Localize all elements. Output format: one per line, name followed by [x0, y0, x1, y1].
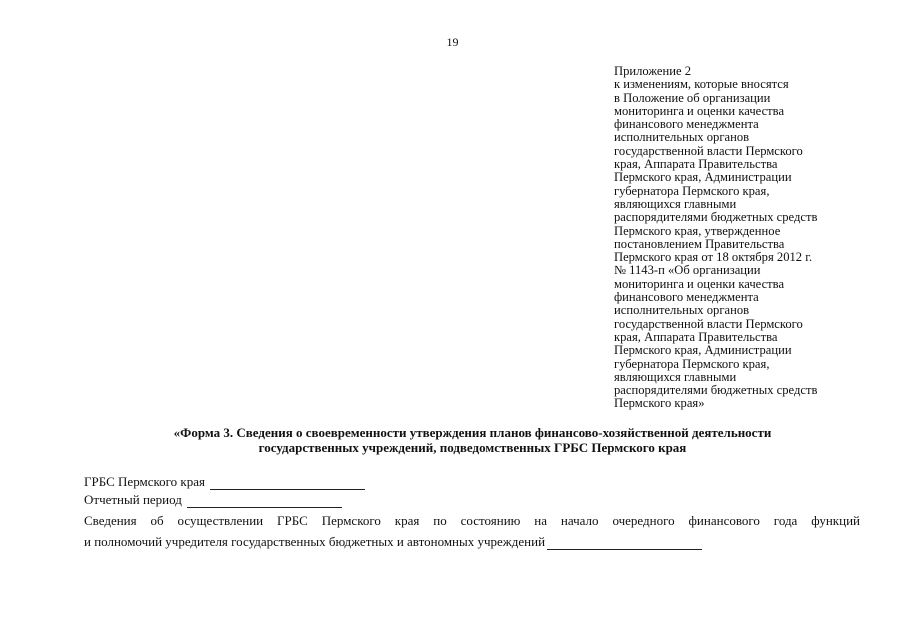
- appendix-line: распорядителями бюджетных средств: [614, 383, 818, 398]
- appendix-line: мониторинга и оценки качества: [614, 103, 785, 118]
- period-field: [84, 492, 342, 508]
- period-blank-line: [187, 495, 342, 508]
- appendix-note: [614, 65, 884, 411]
- appendix-line: являющихся главными: [614, 369, 737, 384]
- form-title: [90, 425, 855, 455]
- appendix-line: Пермского края, Администрации: [614, 343, 792, 358]
- appendix-line: Приложение 2: [614, 64, 692, 78]
- form-title-line-2: государственных учреждений, подведомственных ГРБС Пермского края: [258, 440, 687, 455]
- appendix-line: финансового менеджмента: [614, 290, 759, 305]
- appendix-line: края, Аппарата Правительства: [614, 329, 778, 344]
- appendix-line: губернатора Пермского края,: [614, 356, 770, 371]
- appendix-line: Пермского края»: [614, 396, 705, 411]
- page-number: 19: [446, 35, 459, 49]
- period-label: Отчетный период: [84, 492, 182, 507]
- grbs-label: ГРБС Пермского края: [84, 474, 205, 489]
- appendix-line: распорядителями бюджетных средств: [614, 210, 818, 225]
- info-blank-line: [547, 537, 702, 550]
- grbs-blank-line: [210, 477, 365, 490]
- appendix-line: Пермского края, Администрации: [614, 170, 792, 185]
- form-title-line-1: «Форма 3. Сведения о своевременности утверждения планов финансово-хозяйственной деятельности: [173, 425, 772, 440]
- appendix-line: являющихся главными: [614, 196, 737, 211]
- appendix-line: исполнительных органов: [614, 303, 750, 318]
- appendix-line: государственной власти Пермского: [614, 143, 803, 158]
- appendix-line: Пермского края, утвержденное: [614, 223, 781, 238]
- appendix-line: государственной власти Пермского: [614, 316, 803, 331]
- appendix-line: края, Аппарата Правительства: [614, 157, 778, 172]
- appendix-line: постановлением Правительства: [614, 236, 785, 251]
- grbs-field: [84, 474, 365, 490]
- appendix-line: исполнительных органов: [614, 130, 750, 145]
- appendix-line: № 1143-п «Об организации: [614, 263, 761, 278]
- appendix-line: в Положение об организации: [614, 90, 771, 105]
- info-line-2-row: [84, 534, 702, 550]
- appendix-line: губернатора Пермского края,: [614, 183, 770, 198]
- info-line-2: и полномочий учредителя государственных бюджетных и автономных учреждений: [84, 534, 546, 549]
- info-line-1: Сведения об осуществлении ГРБС Пермского края по состоянию на начало очередного финансового года функций: [84, 513, 860, 528]
- appendix-line: финансового менеджмента: [614, 117, 759, 132]
- appendix-line: к изменениям, которые вносятся: [614, 77, 789, 92]
- appendix-line: Пермского края от 18 октября 2012 г.: [614, 250, 813, 265]
- appendix-line: мониторинга и оценки качества: [614, 276, 785, 291]
